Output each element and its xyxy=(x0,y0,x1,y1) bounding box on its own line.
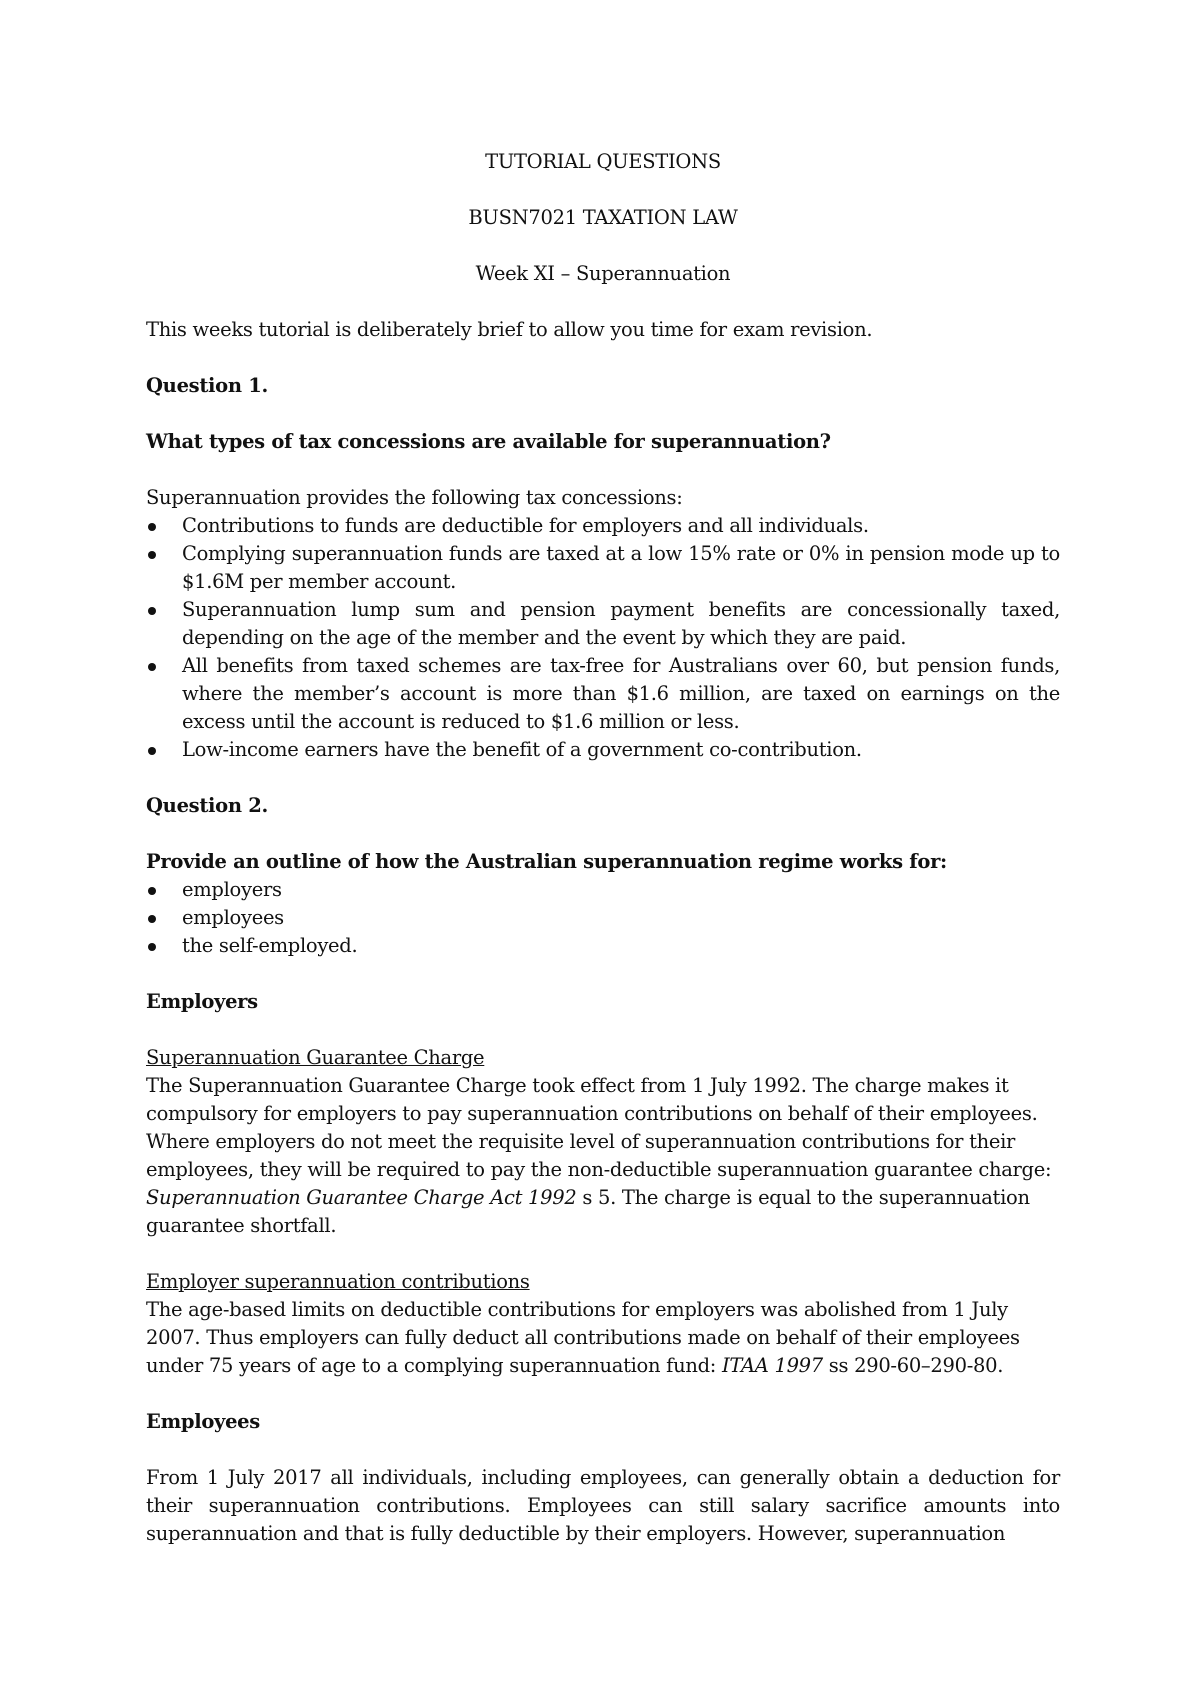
list-item xyxy=(146,904,1060,932)
list-item-text: Contributions to funds are deductible for employers and all individuals. xyxy=(182,514,869,537)
bullet-icon xyxy=(148,747,156,755)
list-item-text: Low-income earners have the benefit of a government co-contribution. xyxy=(182,738,862,761)
sgc-text-after: s 5. The charge is equal to the superannuation guarantee shortfall. xyxy=(146,1186,1030,1237)
question-1-lead: Superannuation provides the following tax concessions: xyxy=(146,486,683,509)
document-title: TUTORIAL QUESTIONS xyxy=(485,150,721,173)
bullet-icon xyxy=(148,607,156,615)
intro-paragraph: This weeks tutorial is deliberately brief to allow you time for exam revision. xyxy=(146,318,873,341)
sgc-act-citation: Superannuation Guarantee Charge Act 1992 xyxy=(146,1186,577,1209)
list-item xyxy=(146,596,1060,652)
list-item-text: employees xyxy=(182,906,284,929)
question-1-text: What types of tax concessions are available for superannuation? xyxy=(146,430,831,453)
list-item xyxy=(146,736,1060,764)
question-2-label: Question 2. xyxy=(146,794,268,817)
list-item xyxy=(146,540,1060,596)
list-item-text: employers xyxy=(182,878,282,901)
employees-heading: Employees xyxy=(146,1410,260,1433)
list-item xyxy=(146,652,1060,736)
question-1-label: Question 1. xyxy=(146,374,268,397)
bullet-icon xyxy=(148,887,156,895)
employees-paragraph: From 1 July 2017 all individuals, including employees, can generally obtain a deduction for their superannuation contributions. Employees can still salary sacrifice amounts into superannuation and that is fully deductible by their employers. However, superannuation xyxy=(146,1466,1060,1545)
list-item xyxy=(146,876,1060,904)
employer-contributions-text-before: The age-based limits on deductible contributions for employers was abolished from 1 July 2007. Thus employers can fully deduct all contributions made on behalf of their employees under 75 years of age to a complying superannuation fund: xyxy=(146,1298,1020,1377)
document-page xyxy=(146,148,1060,1548)
employer-contributions-section xyxy=(146,1268,1060,1380)
list-item-text: Superannuation lump sum and pension payment benefits are concessionally taxed, depending on the age of the member and the event by which they are paid. xyxy=(182,598,1060,649)
sgc-subheading: Superannuation Guarantee Charge xyxy=(146,1046,485,1069)
question-2-bullet-list xyxy=(146,876,1060,960)
bullet-icon xyxy=(148,915,156,923)
itaa-citation: ITAA 1997 xyxy=(721,1354,823,1377)
bullet-icon xyxy=(148,943,156,951)
employer-contributions-subheading: Employer superannuation contributions xyxy=(146,1270,530,1293)
bullet-icon xyxy=(148,551,156,559)
sgc-text-before: The Superannuation Guarantee Charge took effect from 1 July 1992. The charge makes it compulsory for employers to pay superannuation contributions on behalf of their employees. Where employers do not meet the requisite level of superannuation contributions for their employees, they will be required to pay the non-deductible superannuation guarantee charge: xyxy=(146,1074,1052,1181)
list-item-text: Complying superannuation funds are taxed at a low 15% rate or 0% in pension mode up to $1.6M per member account. xyxy=(182,542,1060,593)
week-title: Week XI – Superannuation xyxy=(475,262,731,285)
question-2-text: Provide an outline of how the Australian superannuation regime works for: xyxy=(146,850,947,873)
list-item xyxy=(146,512,1060,540)
list-item-text: All benefits from taxed schemes are tax-free for Australians over 60, but pension funds, where the member’s account is more than $1.6 million, are taxed on earnings on the excess until the account is reduced to $1.6 million or less. xyxy=(182,654,1060,733)
list-item xyxy=(146,932,1060,960)
sgc-section xyxy=(146,1044,1060,1240)
course-title: BUSN7021 TAXATION LAW xyxy=(468,206,738,229)
question-1-bullet-list xyxy=(146,512,1060,764)
employer-contributions-text-after: ss 290-60–290-80. xyxy=(822,1354,1004,1377)
list-item-text: the self-employed. xyxy=(182,934,358,957)
employers-heading: Employers xyxy=(146,990,258,1013)
bullet-icon xyxy=(148,663,156,671)
bullet-icon xyxy=(148,523,156,531)
